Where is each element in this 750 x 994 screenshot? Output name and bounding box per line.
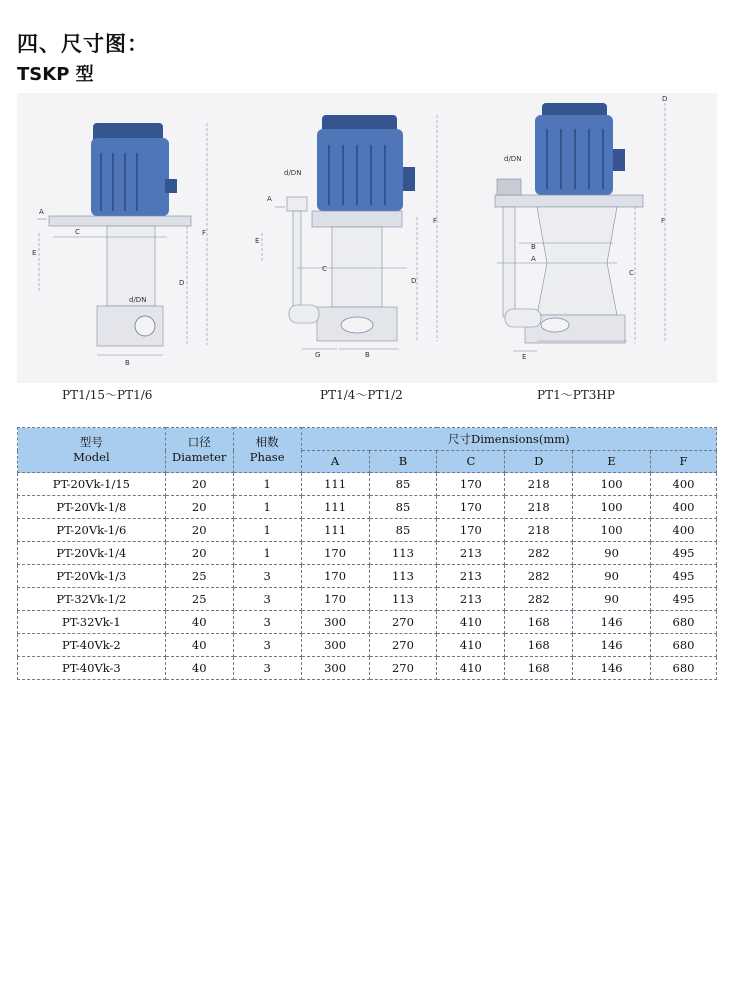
header-phase-en: Phase bbox=[249, 450, 285, 464]
label-e-2: E bbox=[255, 237, 260, 245]
table-cell: 90 bbox=[573, 565, 651, 588]
table-row bbox=[18, 565, 717, 588]
header-dim-b: B bbox=[369, 451, 437, 473]
table-cell: 146 bbox=[573, 634, 651, 657]
model-cell: PT-20Vk-1/8 bbox=[18, 496, 166, 519]
header-model-en: Model bbox=[73, 450, 110, 464]
table-row bbox=[18, 542, 717, 565]
table-cell: 3 bbox=[233, 565, 301, 588]
table-cell: 213 bbox=[437, 565, 505, 588]
table-cell: 113 bbox=[369, 565, 437, 588]
label-a-1: A bbox=[39, 208, 44, 216]
table-cell: 1 bbox=[233, 542, 301, 565]
model-cell: PT-32Vk-1/2 bbox=[18, 588, 166, 611]
table-cell: 270 bbox=[369, 611, 437, 634]
header-dim-d: D bbox=[505, 451, 573, 473]
header-diameter bbox=[165, 428, 233, 473]
header-diameter-en: Diameter bbox=[172, 450, 227, 464]
table-cell: 410 bbox=[437, 657, 505, 680]
label-a-2: A bbox=[267, 195, 272, 203]
table-cell: 3 bbox=[233, 657, 301, 680]
table-cell: 111 bbox=[301, 473, 369, 496]
table-cell: 3 bbox=[233, 588, 301, 611]
label-a-3: A bbox=[531, 255, 536, 263]
table-cell: 85 bbox=[369, 473, 437, 496]
table-row bbox=[18, 588, 717, 611]
table-cell: 170 bbox=[437, 519, 505, 542]
pump-drawing-1 bbox=[32, 123, 207, 367]
header-phase-cn: 相数 bbox=[255, 435, 279, 449]
table-cell: 90 bbox=[573, 588, 651, 611]
label-dn-1: d/DN bbox=[129, 296, 147, 304]
pump-drawing-2 bbox=[255, 115, 437, 359]
table-cell: 168 bbox=[505, 634, 573, 657]
table-cell: 680 bbox=[651, 611, 717, 634]
table-cell: 270 bbox=[369, 657, 437, 680]
label-f-2: F bbox=[433, 217, 438, 225]
header-phase bbox=[233, 428, 301, 473]
table-cell: 20 bbox=[165, 519, 233, 542]
table-cell: 85 bbox=[369, 519, 437, 542]
drawing-caption-1: PT1/15～PT1/6 bbox=[62, 388, 153, 402]
table-cell: 680 bbox=[651, 657, 717, 680]
table-cell: 20 bbox=[165, 496, 233, 519]
model-cell: PT-32Vk-1 bbox=[18, 611, 166, 634]
model-cell: PT-40Vk-3 bbox=[18, 657, 166, 680]
table-cell: 410 bbox=[437, 634, 505, 657]
table-cell: 40 bbox=[165, 657, 233, 680]
table-cell: 495 bbox=[651, 565, 717, 588]
table-cell: 146 bbox=[573, 657, 651, 680]
header-diameter-cn: 口径 bbox=[187, 435, 211, 449]
table-cell: 3 bbox=[233, 634, 301, 657]
table-cell: 146 bbox=[573, 611, 651, 634]
label-c-1: C bbox=[75, 228, 80, 236]
drawing-caption-2: PT1/4～PT1/2 bbox=[320, 388, 403, 402]
table-cell: 90 bbox=[573, 542, 651, 565]
table-cell: 100 bbox=[573, 473, 651, 496]
motor-1 bbox=[91, 138, 169, 216]
drawing-caption-3: PT1～PT3HP bbox=[537, 388, 615, 402]
header-model-cn: 型号 bbox=[79, 435, 103, 449]
table-cell: 40 bbox=[165, 611, 233, 634]
model-type-heading: TSKP 型 bbox=[17, 64, 94, 85]
table-cell: 213 bbox=[437, 588, 505, 611]
table-cell: 85 bbox=[369, 496, 437, 519]
table-row bbox=[18, 519, 717, 542]
table-cell: 1 bbox=[233, 473, 301, 496]
label-e-1: E bbox=[32, 249, 37, 257]
model-cell: PT-20Vk-1/15 bbox=[18, 473, 166, 496]
table-cell: 300 bbox=[301, 634, 369, 657]
label-b-3: B bbox=[531, 243, 536, 251]
table-cell: 1 bbox=[233, 496, 301, 519]
table-cell: 495 bbox=[651, 542, 717, 565]
label-b-2: B bbox=[365, 351, 370, 359]
table-cell: 170 bbox=[437, 496, 505, 519]
table-cell: 40 bbox=[165, 634, 233, 657]
table-cell: 20 bbox=[165, 542, 233, 565]
label-d-3: D bbox=[662, 95, 668, 103]
label-c-2: C bbox=[322, 265, 327, 273]
table-cell: 400 bbox=[651, 496, 717, 519]
table-cell: 100 bbox=[573, 496, 651, 519]
dimensions-table-body bbox=[18, 473, 717, 680]
table-cell: 218 bbox=[505, 496, 573, 519]
section-heading: 四、尺寸图： bbox=[17, 32, 149, 56]
table-cell: 1 bbox=[233, 519, 301, 542]
model-cell: PT-40Vk-2 bbox=[18, 634, 166, 657]
table-cell: 113 bbox=[369, 542, 437, 565]
label-dn-2: d/DN bbox=[284, 169, 302, 177]
label-f-1: F bbox=[202, 229, 207, 237]
table-cell: 218 bbox=[505, 473, 573, 496]
table-cell: 111 bbox=[301, 519, 369, 542]
table-cell: 213 bbox=[437, 542, 505, 565]
table-cell: 170 bbox=[437, 473, 505, 496]
table-row bbox=[18, 634, 717, 657]
table-cell: 168 bbox=[505, 657, 573, 680]
label-dn-3: d/DN bbox=[504, 155, 522, 163]
model-cell: PT-20Vk-1/4 bbox=[18, 542, 166, 565]
table-cell: 400 bbox=[651, 473, 717, 496]
table-cell: 400 bbox=[651, 519, 717, 542]
table-cell: 170 bbox=[301, 542, 369, 565]
table-cell: 300 bbox=[301, 657, 369, 680]
label-g-2: G bbox=[315, 351, 321, 359]
label-d-1: D bbox=[179, 279, 185, 287]
table-cell: 282 bbox=[505, 542, 573, 565]
table-cell: 282 bbox=[505, 565, 573, 588]
label-c-3: C bbox=[629, 269, 634, 277]
dimension-drawing bbox=[17, 93, 717, 383]
table-cell: 495 bbox=[651, 588, 717, 611]
header-dimensions: 尺寸Dimensions(mm) bbox=[301, 428, 716, 451]
header-dim-a: A bbox=[301, 451, 369, 473]
table-cell: 218 bbox=[505, 519, 573, 542]
label-f-3: F bbox=[661, 217, 666, 225]
label-d-2: D bbox=[411, 277, 417, 285]
table-row bbox=[18, 657, 717, 680]
pump-drawing-3 bbox=[495, 95, 667, 361]
label-e-3: E bbox=[522, 353, 527, 361]
model-cell: PT-20Vk-1/3 bbox=[18, 565, 166, 588]
table-cell: 25 bbox=[165, 588, 233, 611]
dimensions-table bbox=[17, 427, 717, 680]
table-row bbox=[18, 473, 717, 496]
table-row bbox=[18, 496, 717, 519]
table-cell: 170 bbox=[301, 588, 369, 611]
table-cell: 25 bbox=[165, 565, 233, 588]
table-cell: 170 bbox=[301, 565, 369, 588]
table-cell: 168 bbox=[505, 611, 573, 634]
table-cell: 270 bbox=[369, 634, 437, 657]
table-cell: 282 bbox=[505, 588, 573, 611]
label-b-1: B bbox=[125, 359, 130, 367]
table-cell: 410 bbox=[437, 611, 505, 634]
table-cell: 300 bbox=[301, 611, 369, 634]
header-model bbox=[18, 428, 166, 473]
header-dim-c: C bbox=[437, 451, 505, 473]
table-cell: 3 bbox=[233, 611, 301, 634]
table-cell: 113 bbox=[369, 588, 437, 611]
header-dim-e: E bbox=[573, 451, 651, 473]
model-cell: PT-20Vk-1/6 bbox=[18, 519, 166, 542]
table-cell: 20 bbox=[165, 473, 233, 496]
table-cell: 111 bbox=[301, 496, 369, 519]
table-row bbox=[18, 611, 717, 634]
table-cell: 680 bbox=[651, 634, 717, 657]
header-dim-f: F bbox=[651, 451, 717, 473]
table-cell: 100 bbox=[573, 519, 651, 542]
